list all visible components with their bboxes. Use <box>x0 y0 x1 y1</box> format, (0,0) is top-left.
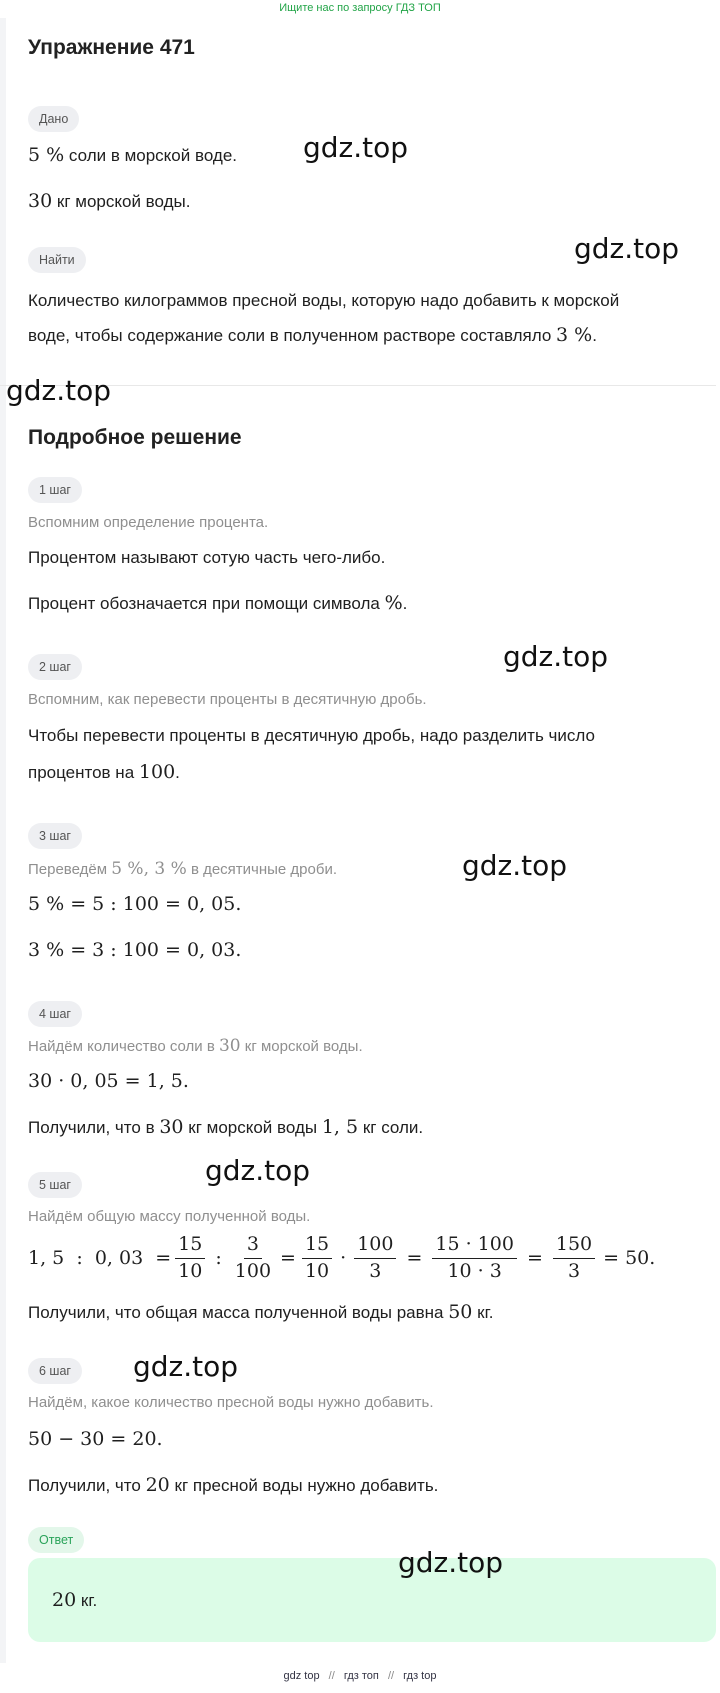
given-badge: Дано <box>28 106 79 132</box>
step-5-res-post: кг. <box>477 1303 494 1322</box>
step-4-hint <box>28 1036 363 1056</box>
fraction-denominator: 3 <box>369 1259 382 1282</box>
step-2-badge: 2 шаг <box>28 654 82 680</box>
step-3-hint <box>28 859 337 879</box>
given-math-1: 5 % <box>28 144 65 166</box>
step-1-badge: 1 шаг <box>28 477 82 503</box>
fraction-denominator: 10 <box>178 1259 203 1282</box>
watermark: gdz.top <box>133 1350 239 1383</box>
fraction-numerator: 100 <box>354 1234 396 1259</box>
solution-title: Подробное решение <box>28 426 242 449</box>
watermark: gdz.top <box>462 849 568 882</box>
watermark: gdz.top <box>205 1154 311 1187</box>
step-5-fraction-2 <box>232 1234 274 1283</box>
fraction-denominator: 3 <box>567 1259 581 1282</box>
find-line-2 <box>28 324 597 346</box>
fraction-denominator: 10 <box>304 1259 330 1282</box>
given-text-2: кг морской воды. <box>56 192 191 211</box>
step-6-hint: Найдём, какое количество пресной воды нужно добавить. <box>28 1394 434 1411</box>
step-1-line-1: Процентом называют сотую часть чего-либо. <box>28 548 386 567</box>
step-5-equation <box>28 1230 655 1286</box>
find-line-1: Количество килограммов пресной воды, которую надо добавить к морской <box>28 291 620 310</box>
step-5-res-math: 50 <box>448 1301 473 1323</box>
step-5-eq-end: = 50. <box>603 1247 656 1269</box>
answer-text <box>52 1589 97 1611</box>
fraction-numerator: 15 <box>175 1234 205 1259</box>
step-3-hint-math: 5 %, 3 % <box>111 859 187 879</box>
step-6-res-pre: Получили, что <box>28 1476 141 1495</box>
answer-box <box>28 1558 716 1642</box>
step-6-res-math: 20 <box>145 1474 170 1496</box>
search-hint[interactable]: Ищите нас по запросу ГДЗ ТОП <box>279 2 441 14</box>
step-1-end: . <box>402 594 408 613</box>
step-2-end: . <box>175 763 180 782</box>
fraction-numerator: 3 <box>244 1234 262 1259</box>
step-3-hint-pre: Переведём <box>28 861 108 878</box>
step-4-badge: 4 шаг <box>28 1001 82 1027</box>
step-4-hint-math: 30 <box>218 1036 241 1056</box>
step-2-line-1: Чтобы перевести проценты в десятичную дробь, надо разделить число <box>28 726 595 745</box>
page-title: Упражнение 471 <box>28 36 195 59</box>
step-5-fraction-5 <box>432 1234 517 1283</box>
step-3-hint-post: в десятичные дроби. <box>190 861 338 878</box>
step-5-result <box>28 1301 493 1323</box>
step-4-hint-post: кг морской воды. <box>244 1038 363 1055</box>
answer-unit: кг. <box>80 1591 98 1610</box>
step-4-res-pre: Получили, что в <box>28 1118 155 1137</box>
find-text-2: воде, чтобы содержание соли в полученном растворе составляло <box>28 326 552 345</box>
step-5-hint: Найдём общую массу полученной воды. <box>28 1208 311 1225</box>
step-2-text-2: процентов на <box>28 763 135 782</box>
find-math: 3 % <box>556 324 593 346</box>
fraction-numerator: 15 <box>302 1234 332 1259</box>
step-3-eq-2: 3 % = 3 : 100 = 0, 03. <box>28 939 242 961</box>
find-end: . <box>592 326 597 345</box>
step-5-op-5: = <box>526 1247 543 1269</box>
given-text-1: соли в морской воде. <box>68 146 238 165</box>
step-5-fraction-1 <box>175 1234 205 1283</box>
answer-math: 20 <box>52 1589 77 1611</box>
step-5-fraction-3 <box>302 1234 332 1283</box>
step-4-res-mid: кг морской воды <box>188 1118 318 1137</box>
step-4-result <box>28 1116 423 1138</box>
step-2-math: 100 <box>138 761 176 783</box>
footer-separator: // <box>387 1670 395 1682</box>
step-5-op-3: · <box>340 1247 347 1269</box>
fraction-denominator: 10 · 3 <box>447 1259 502 1282</box>
step-3-eq-1: 5 % = 5 : 100 = 0, 05. <box>28 893 242 915</box>
fraction-numerator: 150 <box>553 1234 595 1259</box>
left-border <box>0 18 6 1663</box>
step-1-math: % <box>384 592 403 614</box>
find-badge: Найти <box>28 247 86 273</box>
watermark: gdz.top <box>303 131 409 164</box>
step-2-line-2 <box>28 761 180 783</box>
step-1-line-2 <box>28 592 407 614</box>
step-5-res-pre: Получили, что общая масса полученной воды равна <box>28 1303 444 1322</box>
step-4-res-math-1: 30 <box>159 1116 184 1138</box>
step-4-res-post: кг соли. <box>362 1118 424 1137</box>
footer-links <box>0 1670 720 1682</box>
step-5-badge: 5 шаг <box>28 1172 82 1198</box>
step-5-fraction-4 <box>354 1234 396 1283</box>
footer-link-2[interactable]: гдз топ <box>343 1670 379 1682</box>
watermark: gdz.top <box>6 374 112 407</box>
step-6-badge: 6 шаг <box>28 1358 82 1384</box>
step-5-op-4: = <box>406 1247 423 1269</box>
footer-link-1[interactable]: gdz top <box>283 1670 320 1682</box>
footer-link-3[interactable]: гдз top <box>403 1670 437 1682</box>
step-2-hint: Вспомним, как перевести проценты в десятичную дробь. <box>28 691 427 708</box>
step-6-result <box>28 1474 438 1496</box>
step-4-eq-1: 30 · 0, 05 = 1, 5. <box>28 1070 189 1092</box>
step-1-text-2: Процент обозначается при помощи символа <box>28 594 380 613</box>
step-4-hint-pre: Найдём количество соли в <box>28 1038 215 1055</box>
step-5-op-2: = <box>280 1247 296 1269</box>
fraction-denominator: 100 <box>234 1259 272 1282</box>
fraction-numerator: 15 · 100 <box>432 1234 517 1259</box>
step-6-eq-1: 50 − 30 = 20. <box>28 1428 163 1450</box>
step-1-hint: Вспомним определение процента. <box>28 514 269 531</box>
step-3-badge: 3 шаг <box>28 823 82 849</box>
given-math-2: 30 <box>28 190 53 212</box>
answer-badge: Ответ <box>28 1527 84 1553</box>
step-5-eq-start: 1, 5 : 0, 03 = <box>28 1247 172 1269</box>
step-4-res-math-2: 1, 5 <box>321 1116 359 1138</box>
step-5-fraction-6 <box>553 1234 595 1283</box>
step-6-res-post: кг пресной воды нужно добавить. <box>174 1476 439 1495</box>
given-line-1 <box>28 144 237 166</box>
footer-separator: // <box>328 1670 335 1682</box>
given-line-2 <box>28 190 190 212</box>
watermark: gdz.top <box>398 1546 504 1579</box>
watermark: gdz.top <box>574 232 680 265</box>
step-5-op-1: : <box>215 1247 222 1269</box>
watermark: gdz.top <box>503 640 609 673</box>
